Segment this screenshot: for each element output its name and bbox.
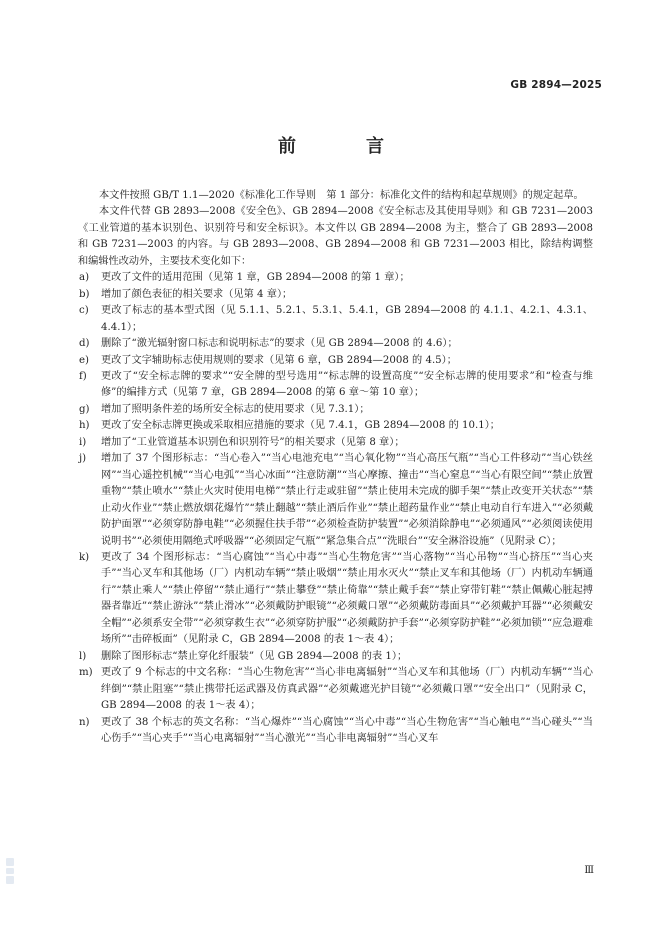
list-item	[78, 287, 593, 303]
list-item-text: 删除了“激光辐射窗口标志和说明标志”的要求（见 GB 2894—2008 的 4.6）；	[101, 338, 458, 350]
list-item-text: 增加了颜色表征的相关要求（见第 4 章）；	[101, 288, 293, 300]
list-item	[78, 435, 593, 451]
list-item	[78, 715, 593, 748]
list-item	[78, 353, 593, 369]
list-item-text: 更改了 9 个标志的中文名称：“当心生物危害”“当心非电离辐射”“当心叉车和其他场（厂）内机动车辆”“当心绊倒”“禁止阻塞”“禁止携带托运武器及仿真武器”“必须戴遮光护目镜”“必须戴口罩”“安全出口”（见附录 C，GB 2894—2008 的表 1～表 4）；	[101, 667, 593, 712]
list-item-text: 删除了图形标志“禁止穿化纤服装”（见 GB 2894—2008 的表 1）；	[101, 650, 408, 662]
intro-paragraph: 本文件按照 GB/T 1.1—2020《标准化工作导则 第 1 部分：标准化文件的结构和起草规则》的规定起草。	[99, 190, 584, 201]
list-item-text: 更改了 34 个图形标志：“当心腐蚀”“当心中毒”“当心生物危害”“当心落物”“当心吊物”“当心挤压”“当心夹手”“当心叉车和其他场（厂）内机动车辆”“禁止吸烟”“禁止用水灭火”“禁止叉车和其他场（厂）内机动车辆通行”“禁止乘人”“禁止停留”“禁止通行”“禁止攀登”“禁止倚靠”“禁止戴手套”“禁止穿带钉鞋”“禁止佩戴心脏起搏器者靠近”“禁止游泳”“禁止滑冰”“必须戴防护眼镜”“必须戴口罩”“必须戴防毒面具”“必须戴护耳器”“必须戴安全帽”“必须系安全带”“必须穿救生衣”“必须穿防护服”“必须戴防护手套”“必须穿防护鞋”“必须加锁”“应急避难场所”“击碎板面”（见附录 C，GB 2894—2008 的表 1～表 4）；	[101, 551, 593, 646]
list-item	[78, 402, 593, 418]
list-item-label: m)	[79, 667, 93, 679]
list-item	[78, 418, 593, 434]
list-item	[78, 550, 593, 649]
list-item-label: d)	[79, 338, 90, 350]
list-item	[78, 665, 593, 714]
document-number: GB 2894—2025	[510, 79, 602, 91]
list-item	[78, 451, 593, 550]
list-item-text: 更改了文字辅助标志使用规则的要求（见第 6 章，GB 2894—2008 的 4.5）；	[101, 354, 457, 366]
list-item-text: 更改了标志的基本型式图（见 5.1.1、5.2.1、5.3.1、5.4.1，GB 2894—2008 的 4.1.1、4.2.1、4.3.1、4.4.1）；	[101, 305, 593, 333]
list-item-text: 更改了文件的适用范围（见第 1 章，GB 2894—2008 的第 1 章）；	[101, 272, 410, 284]
changes-list	[78, 270, 593, 747]
list-item-label: n)	[79, 716, 90, 728]
list-item-text: 增加了“工业管道基本识别色和识别符号”的相关要求（见第 8 章）；	[101, 436, 405, 448]
list-item	[78, 303, 593, 336]
list-item-label: j)	[79, 453, 87, 465]
list-item-label: b)	[79, 288, 90, 300]
list-item-label: i)	[79, 436, 87, 448]
margin-watermark-icon	[3, 856, 17, 886]
page-title: 前 言	[278, 136, 410, 157]
replacement-paragraph: 本文件代替 GB 2893—2008《安全色》、GB 2894—2008《安全标志及其使用导则》和 GB 7231—2003《工业管道的基本识别色、识别符号和安全标识》。本文件以 GB 2894—2008 为主，整合了 GB 2893—2008 和 GB 7231—2003 的内容。与 GB 2893—2008、GB 2894—2008 和 GB 7231—2003 相比，除结构调整和编辑性改动外，主要技术变化如下：	[78, 206, 593, 267]
list-item-text: 更改了“安全标志牌的要求”“安全牌的型号选用”“标志牌的设置高度”“安全标志牌的使用要求”和“检查与维修”的编排方式（见第 7 章，GB 2894—2008 的第 6 章～第 10 章）；	[101, 370, 593, 399]
list-item	[78, 270, 593, 286]
list-item-label: l)	[79, 650, 87, 662]
list-item-label: e)	[79, 354, 90, 366]
list-item	[78, 369, 593, 402]
list-item-label: h)	[79, 420, 90, 432]
list-item-label: a)	[79, 272, 90, 284]
list-item-text: 增加了 37 个图形标志：“当心卷入”“当心电池充电”“当心氧化物”“当心高压气瓶”“当心工件移动”“当心铁丝网”“当心遥控机械”“当心电弧”“当心冰面”“注意防潮”“当心摩擦、撞击”“当心窒息”“当心有限空间”“禁止放置重物”“禁止喷水”“禁止火灾时使用电梯”“禁止行走或驻留”“禁止使用未完成的脚手架”“禁止改变开关状态”“禁止动火作业”“禁止燃放烟花爆竹”“禁止翻越”“禁止酒后作业”“禁止超药量作业”“禁止电动自行车进入”“必须戴防护面罩”“必须穿防静电鞋”“必须握住扶手带”“必须检查防护装置”“必须消除静电”“必须通风”“必须阅读使用说明书”“必须使用隔绝式呼吸器”“必须固定气瓶”“紧急集合点”“洗眼台”“安全淋浴设施”（见附录 C）；	[101, 453, 593, 547]
list-item	[78, 336, 593, 352]
list-item-label: k)	[79, 551, 90, 563]
list-item-label: f)	[79, 370, 87, 382]
list-item-label: g)	[79, 403, 90, 415]
page-number: Ⅲ	[584, 865, 594, 876]
list-item-text: 增加了照明条件差的场所安全标志的使用要求（见 7.3.1）；	[101, 403, 370, 415]
page-body	[78, 188, 593, 747]
list-item-text: 更改了 38 个标志的英文名称：“当心爆炸”“当心腐蚀”“当心中毒”“当心生物危害”“当心触电”“当心碰头”“当心伤手”“当心夹手”“当心电离辐射”“当心激光”“当心非电离辐射”“当心叉车	[101, 716, 593, 744]
list-item-text: 更改了安全标志牌更换或采取相应措施的要求（见 7.4.1，GB 2894—2008 的 10.1）；	[101, 420, 500, 432]
list-item-label: c)	[79, 305, 89, 317]
list-item	[78, 649, 593, 665]
